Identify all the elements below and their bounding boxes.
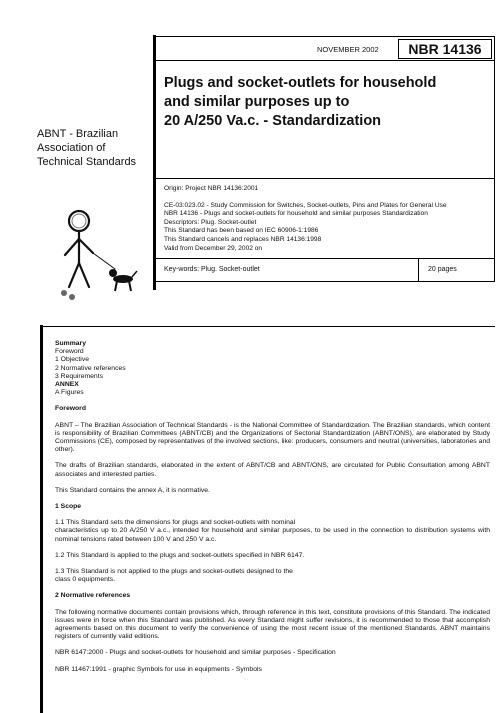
origin-text: Origin: Project NBR 14136:2001	[164, 185, 259, 192]
scope-heading: 1 Scope	[55, 503, 82, 511]
summary-item: Foreword	[55, 348, 84, 356]
document-body	[55, 340, 490, 674]
header-keyword-rule	[155, 258, 495, 259]
summary-item: 1 Objective	[55, 356, 90, 364]
annex-item: A Figures	[55, 389, 84, 397]
body-left-rule	[40, 325, 43, 713]
scope-paragraph: 1.1 This Standard sets the dimensions for plugs and socket-outlets with nominal	[55, 519, 296, 527]
normative-heading: 2 Normative references	[55, 592, 131, 600]
org-line: ABNT - Brazilian	[37, 128, 119, 140]
cancels-text: This Standard cancels and replaces NBR 14136:1998	[164, 235, 322, 243]
standard-code: NBR 14136	[398, 39, 492, 59]
keywords: Key-words: Plug. Socket-outlet	[164, 266, 260, 273]
commission-text: CE-03:023.02 - Study Commission for Switches, Socket-outlets, Pins and Plates for General Use	[164, 201, 447, 209]
header-date-rule	[155, 60, 495, 61]
title-line: Plugs and socket-outlets for household	[164, 75, 437, 91]
header-bottom-rule	[155, 281, 495, 282]
foreword-paragraph: The drafts of Brazilian standards, elaborated in the extent of ABNT/CB and ABNT/ONS, are circulated for Public Consultation among ABNT associates and interested parties.	[55, 462, 490, 478]
summary-heading: Summary	[55, 340, 86, 347]
foreword-paragraph: ABNT – The Brazilian Association of Technical Standards - is the National Committee of Standardization. The Brazilian standards, which content is responsibility of Brazilian Committees (ABNT/CB) and the Organizations of Sectorial Standardization (ABNT/ONS), are elaborated by Study Commissions (CE), composed by representatives of the involved sections, like: producers, consumers and neutral (universities, laboratories and other).	[55, 421, 490, 454]
header-right-border	[494, 36, 495, 281]
pages-divider	[418, 258, 419, 281]
header-top-rule	[155, 36, 495, 37]
normative-reference: NBR 6147:2000 - Plugs and socket-outlets for household and similar purposes - Specification	[55, 649, 336, 657]
foreword-heading: Foreword	[55, 405, 86, 413]
nbr-title-text: NBR 14136 - Plugs and socket-outlets for household and similar purposes Standardization	[164, 210, 428, 218]
foreword-paragraph: This Standard contains the annex A, it is normative.	[55, 486, 210, 494]
org-line: Technical Standards	[37, 156, 137, 168]
title-line: 20 A/250 Va.c. - Standardization	[164, 113, 382, 129]
abnt-mascot-logo	[55, 205, 150, 305]
document-title	[164, 74, 494, 131]
document-info	[164, 185, 464, 253]
org-line: Association of	[37, 142, 106, 154]
based-on-text: This Standard has been based on IEC 60906-1:1986	[164, 227, 319, 235]
scope-paragraph: class 0 equipments.	[55, 576, 116, 584]
organization-name	[37, 127, 157, 169]
page-count: 20 pages	[428, 266, 457, 273]
normative-reference: NBR 11467:1991 - graphic Symbols for use in equipments - Symbols	[55, 665, 262, 673]
summary-item: 2 Normative references	[55, 364, 126, 372]
header-info-rule	[155, 178, 495, 179]
title-line: and similar purposes up to	[164, 94, 350, 110]
valid-text: Valid from December 29, 2002 on	[164, 244, 263, 252]
scope-paragraph: characteristics up to 20 A/250 V a.c., intended for household and similar purposes, to be used in the connection to distribution systems with nominal tensions rated between 100 V and 250 V a.c.	[55, 527, 490, 543]
summary-item: 3 Requirements	[55, 372, 103, 380]
issue-date: NOVEMBER 2002	[317, 45, 379, 54]
scope-paragraph: 1.3 This Standard is not applied to the plugs and socket-outlets designed to the	[55, 568, 293, 576]
scope-paragraph: 1.2 This Standard is applied to the plugs and socket-outlets specified in NBR 6147.	[55, 551, 305, 559]
normative-paragraph: The following normative documents contain provisions which, through reference in this text, constitute provisions of this Standard. The indicated issues were in force when this Standard was published. As every Standard might suffer revisions, it is recommended to those that accomplish agreements based on this document to verify the convenience of using the most recent issue of the mentioned Standards. ABNT maintains registers of currently valid editions.	[55, 608, 490, 641]
body-top-rule	[42, 326, 495, 327]
descriptors-text: Descriptors: Plug. Socket-outlet	[164, 218, 257, 226]
annex-heading: ANNEX	[55, 381, 79, 389]
